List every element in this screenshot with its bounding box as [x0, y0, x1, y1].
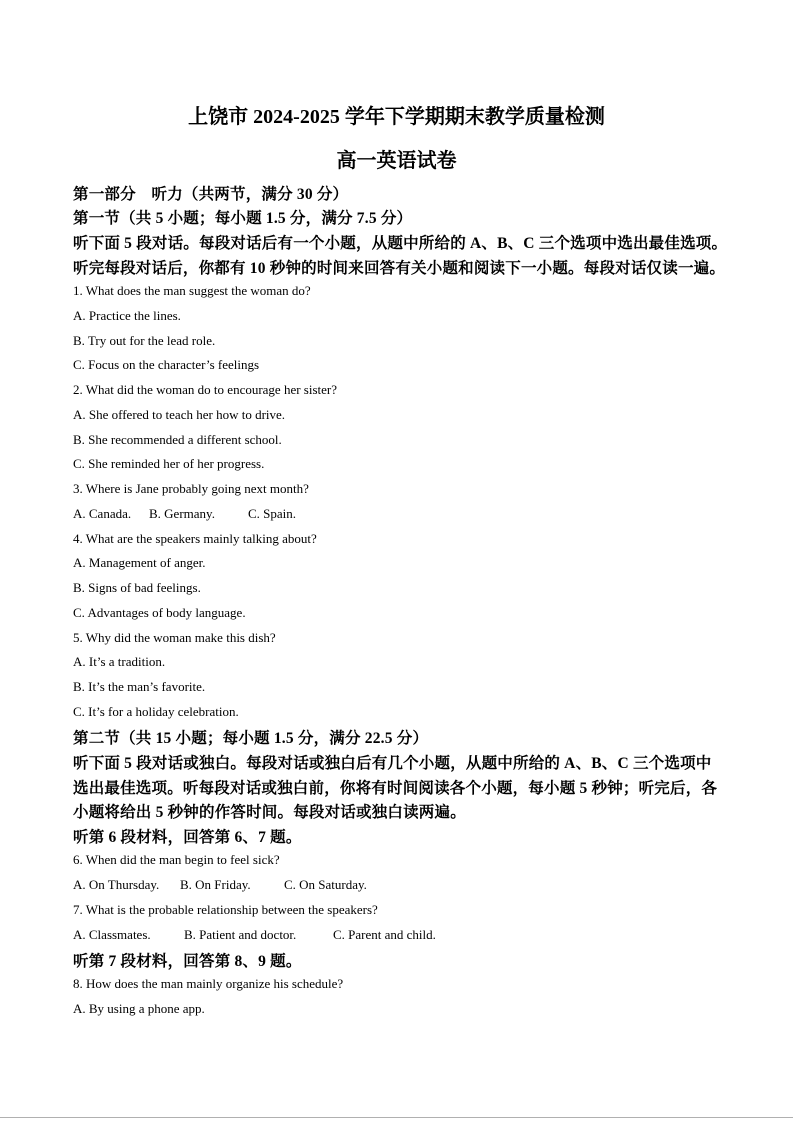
section2-instructions-line3: 小题将给出 5 秒钟的作答时间。每段对话或独白读两遍。	[73, 804, 466, 821]
exam-subtitle: 高一英语试卷	[336, 150, 457, 172]
question-1-option-b: B. Try out for the lead role.	[73, 333, 216, 348]
question-3-option-c: C. Spain.	[248, 506, 297, 521]
question-2-option-a: A. She offered to teach her how to drive.	[73, 407, 286, 422]
question-6-option-b: B. On Friday.	[180, 877, 251, 892]
question-7-option-b: B. Patient and doctor.	[184, 927, 297, 942]
exam-title: 上饶市 2024-2025 学年下学期期末教学质量检测	[188, 106, 605, 128]
question-4-option-c: C. Advantages of body language.	[73, 605, 246, 620]
question-6-options	[73, 877, 367, 893]
question-7-option-a: A. Classmates.	[73, 927, 151, 942]
question-4-option-a: A. Management of anger.	[73, 555, 206, 570]
section1-instructions-line1: 听下面 5 段对话。每段对话后有一个小题，从题中所给的 A、B、C 三个选项中选出最佳选项。	[73, 235, 728, 252]
question-5-option-b: B. It’s the man’s favorite.	[73, 679, 206, 694]
question-3-options	[73, 506, 296, 522]
question-7-option-c: C. Parent and child.	[333, 927, 436, 942]
question-8-stem: 8. How does the man mainly organize his schedule?	[73, 976, 344, 991]
part1-heading: 第一部分 听力（共两节，满分 30 分）	[73, 186, 349, 203]
question-7-options	[73, 927, 436, 943]
page-bottom-divider	[0, 1117, 793, 1118]
material-6-heading: 听第 6 段材料，回答第 6、7 题。	[73, 829, 302, 846]
material-7-heading: 听第 7 段材料，回答第 8、9 题。	[73, 953, 302, 970]
question-3-stem: 3. Where is Jane probably going next month?	[73, 481, 309, 496]
question-3-option-a: A. Canada.	[73, 506, 132, 521]
question-2-stem: 2. What did the woman do to encourage her sister?	[73, 382, 338, 397]
question-5-option-a: A. It’s a tradition.	[73, 654, 166, 669]
question-8-option-a: A. By using a phone app.	[73, 1001, 205, 1016]
question-2-option-b: B. She recommended a different school.	[73, 432, 282, 447]
question-4-stem: 4. What are the speakers mainly talking about?	[73, 531, 317, 546]
question-7-stem: 7. What is the probable relationship between the speakers?	[73, 902, 378, 917]
question-2-option-c: C. She reminded her of her progress.	[73, 456, 265, 471]
section1-instructions-line2: 听完每段对话后，你都有 10 秒钟的时间来回答有关小题和阅读下一小题。每段对话仅读一遍。	[73, 260, 726, 277]
question-4-option-b: B. Signs of bad feelings.	[73, 580, 201, 595]
question-6-stem: 6. When did the man begin to feel sick?	[73, 852, 280, 867]
question-1-option-a: A. Practice the lines.	[73, 308, 181, 323]
question-1-stem: 1. What does the man suggest the woman do?	[73, 283, 311, 298]
section2-instructions-line2: 选出最佳选项。听每段对话或独白前，你将有时间阅读各个小题，每小题 5 秒钟；听完后，各	[73, 780, 718, 797]
section2-heading: 第二节（共 15 小题；每小题 1.5 分，满分 22.5 分）	[73, 730, 429, 747]
section2-instructions-line1: 听下面 5 段对话或独白。每段对话或独白后有几个小题，从题中所给的 A、B、C 三个选项中	[73, 755, 712, 772]
question-5-stem: 5. Why did the woman make this dish?	[73, 630, 276, 645]
question-3-option-b: B. Germany.	[149, 506, 215, 521]
section1-heading: 第一节（共 5 小题；每小题 1.5 分，满分 7.5 分）	[73, 210, 413, 227]
question-5-option-c: C. It’s for a holiday celebration.	[73, 704, 239, 719]
question-6-option-a: A. On Thursday.	[73, 877, 160, 892]
question-6-option-c: C. On Saturday.	[284, 877, 367, 892]
question-1-option-c: C. Focus on the character’s feelings	[73, 357, 260, 372]
